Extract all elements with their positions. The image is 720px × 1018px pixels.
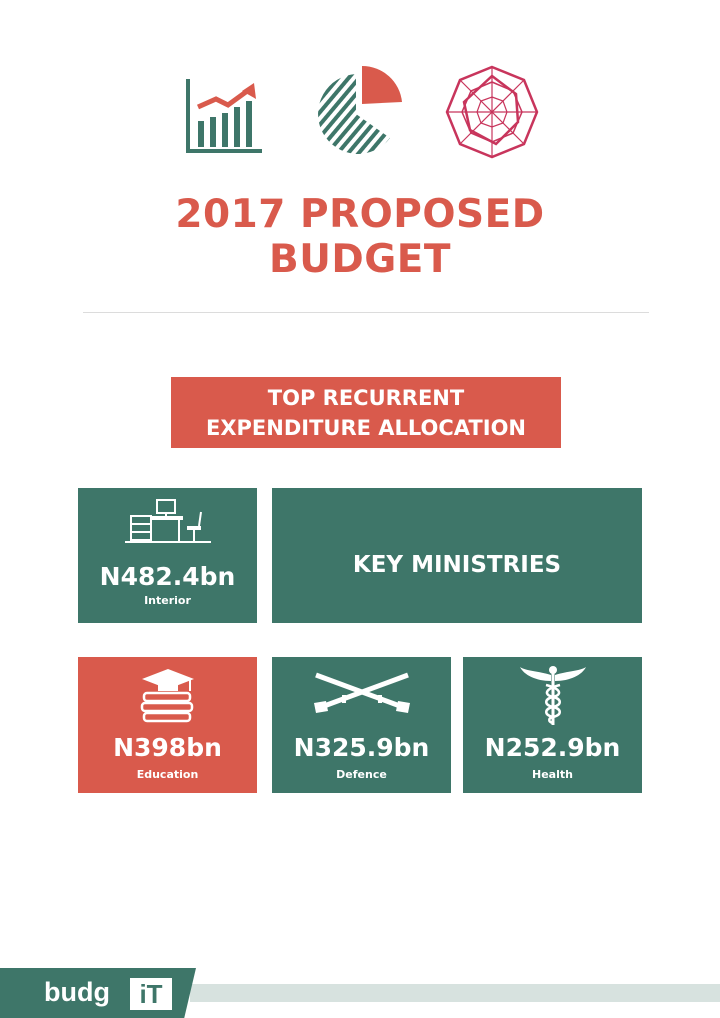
section-banner xyxy=(171,377,561,448)
page-title xyxy=(0,192,720,282)
ministry-amount: N398bn xyxy=(113,733,222,762)
radar-chart-icon xyxy=(444,64,540,160)
title-line-2: BUDGET xyxy=(268,237,452,282)
caduceus-icon xyxy=(518,665,588,727)
ministry-tile-education xyxy=(78,657,257,793)
ministry-tile-health xyxy=(463,657,642,793)
ministry-name: Education xyxy=(136,768,199,781)
ministry-amount: N482.4bn xyxy=(99,562,236,591)
books-graduation-cap-icon xyxy=(138,667,198,723)
banner-line-1: TOP RECURRENT xyxy=(267,385,465,410)
header-icons xyxy=(0,62,720,162)
title-line-1: 2017 PROPOSED xyxy=(175,192,545,237)
key-ministries-label: KEY MINISTRIES xyxy=(352,552,562,578)
divider xyxy=(83,312,649,313)
ministry-amount: N325.9bn xyxy=(293,733,430,762)
footer-bar xyxy=(190,984,720,1002)
ministry-amount: N252.9bn xyxy=(484,733,621,762)
bar-chart-growth-icon xyxy=(184,77,264,155)
ministry-name: Interior xyxy=(144,594,191,607)
brand-logo-accent: iT xyxy=(130,978,172,1010)
brand-logo-text: budg xyxy=(44,977,110,1007)
ministry-name: Health xyxy=(532,768,573,781)
ministry-tile-interior xyxy=(78,488,257,623)
ministry-name: Defence xyxy=(336,768,387,781)
pie-chart-icon xyxy=(316,64,406,158)
crossed-rifles-icon xyxy=(312,671,412,713)
ministry-tile-defence xyxy=(272,657,451,793)
banner-line-2: EXPENDITURE ALLOCATION xyxy=(205,415,526,440)
desk-office-icon xyxy=(123,498,213,546)
